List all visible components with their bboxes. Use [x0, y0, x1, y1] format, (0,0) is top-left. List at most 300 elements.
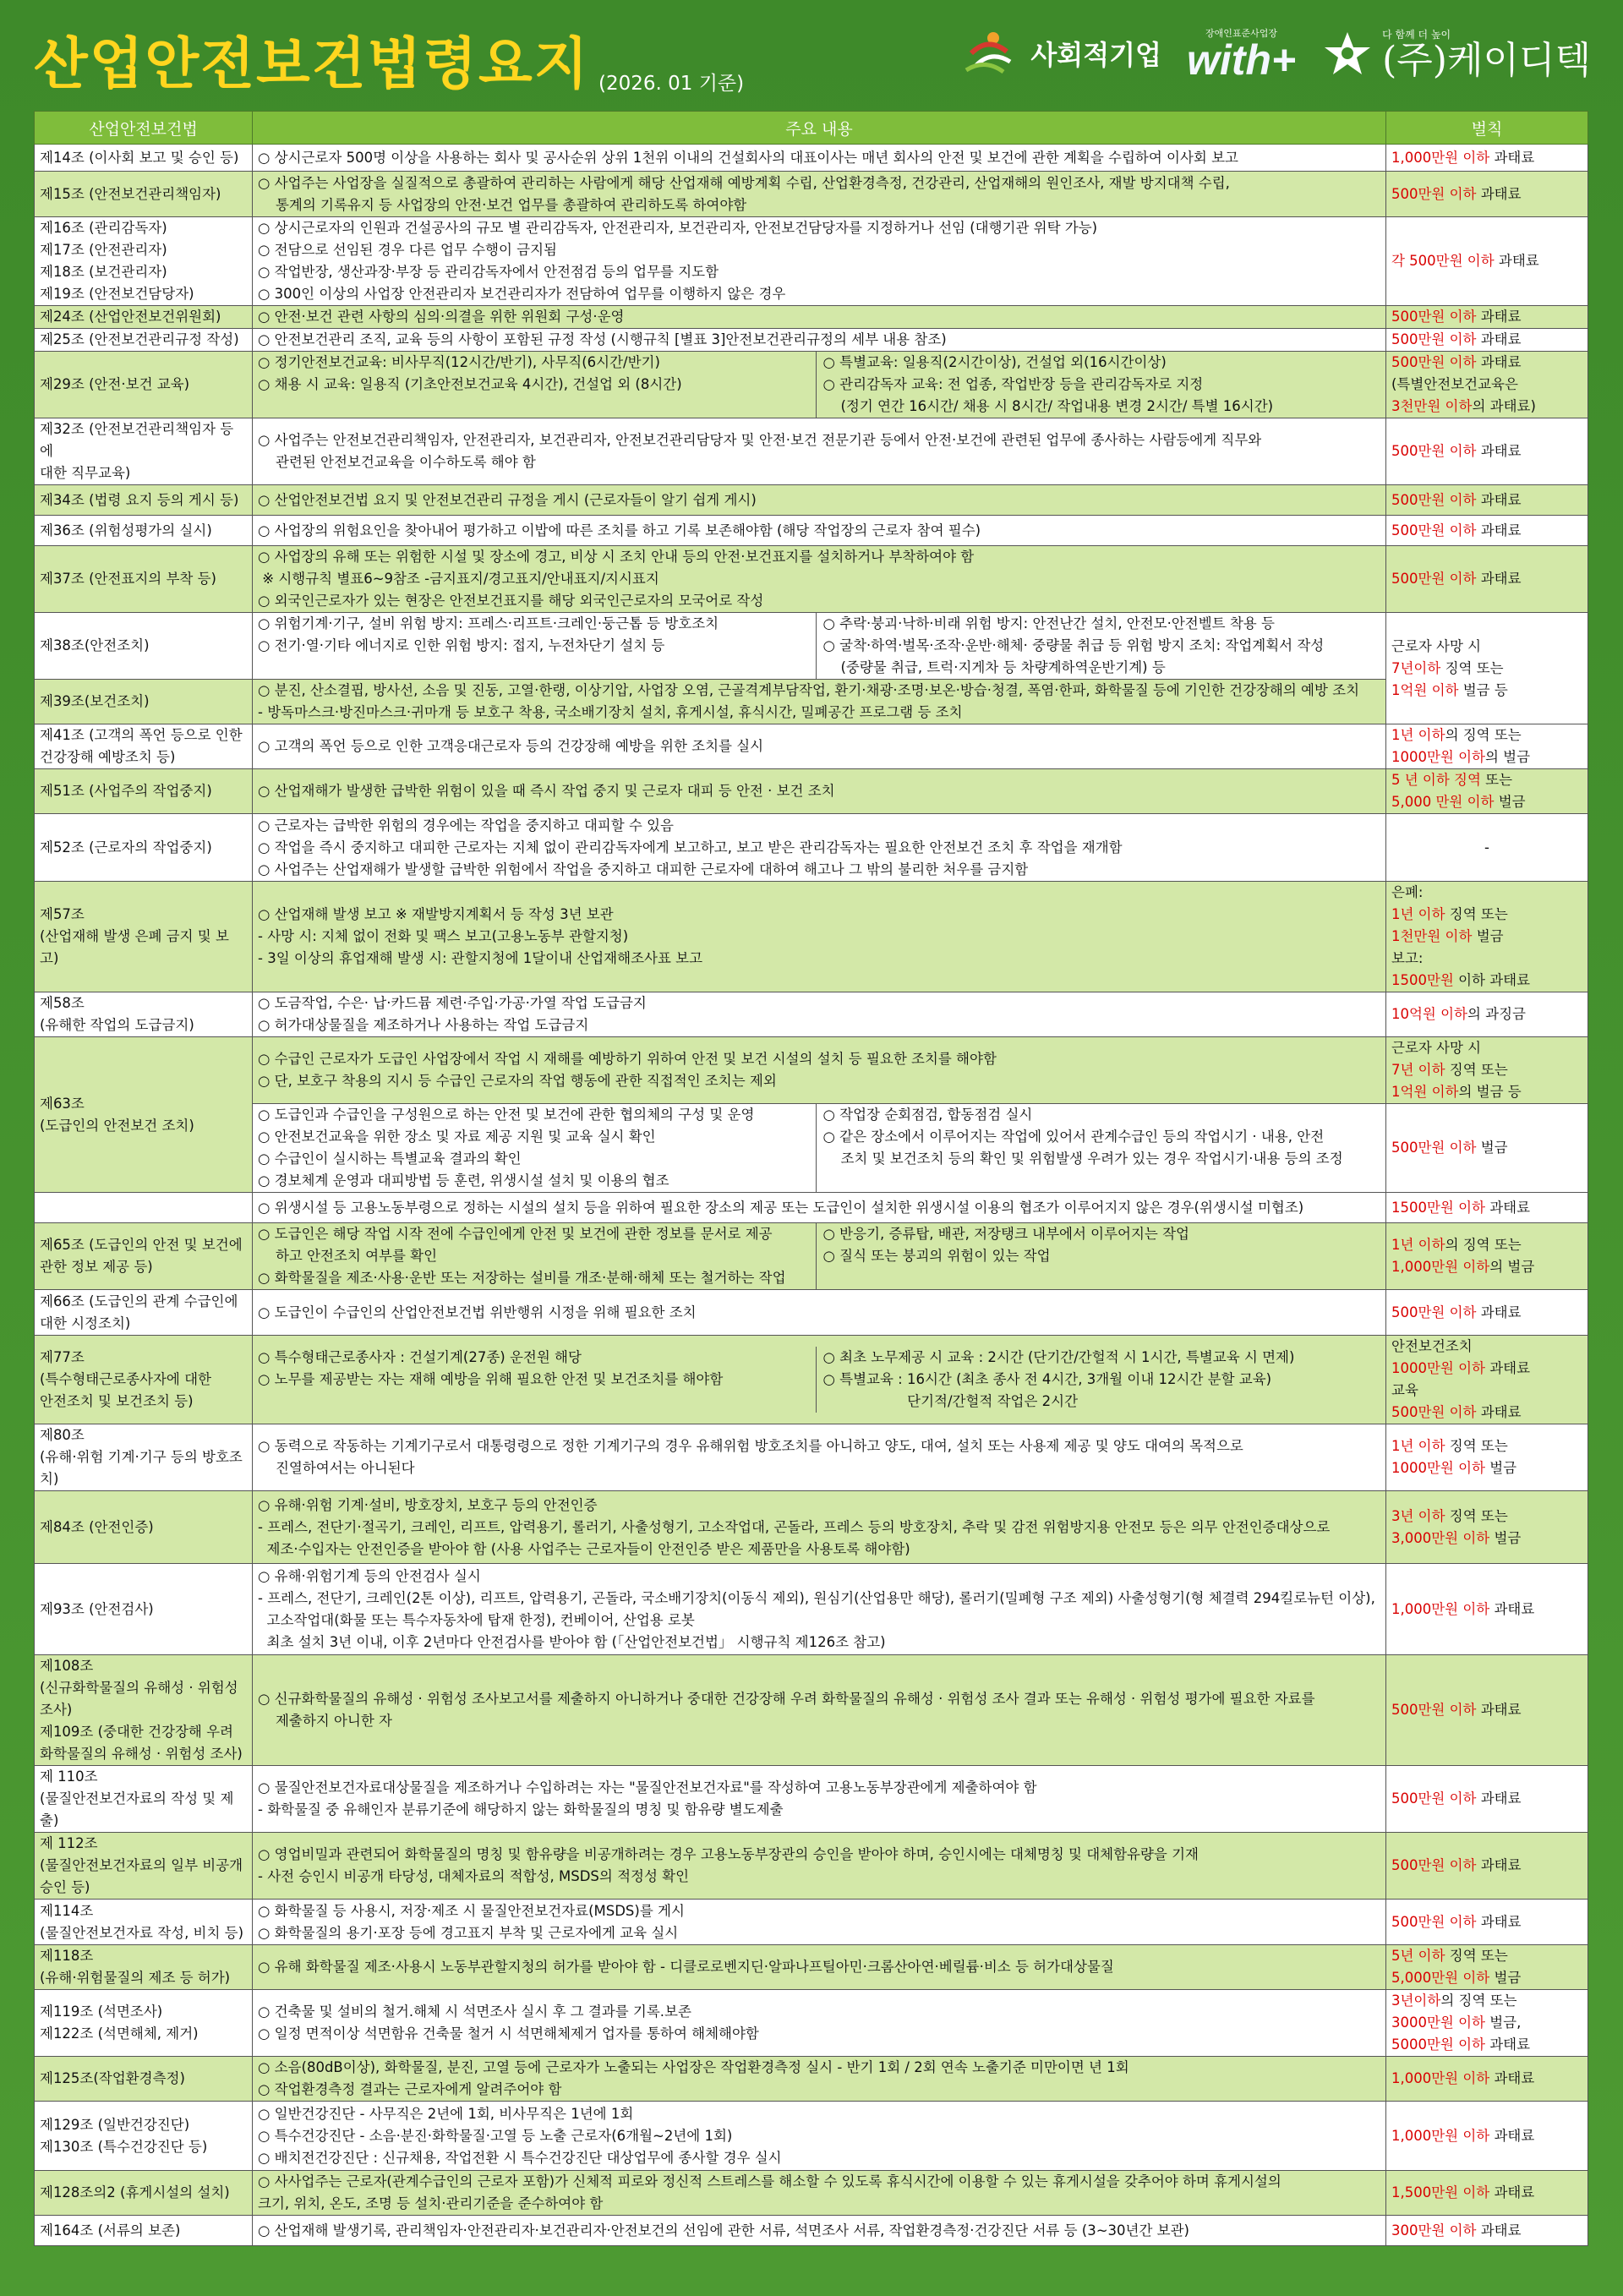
penalty-text: 의 벌금 등 — [1458, 1084, 1522, 1100]
penalty-text: 과태료 — [1485, 1199, 1531, 1216]
table-row — [35, 217, 1588, 306]
content-line: ○ 유해 화학물질 제조·사용시 노동부관할지청의 허가를 받아야 함 - 디클로로벤지딘·알파나프틸아민·크롬산아연·베릴륨·비소 등 허가대상물질 — [258, 1959, 1114, 1975]
content-line: ○ 위험기계·기구, 설비 위험 방지: 프레스·리프트·크레인·둥근톱 등 방호조치 — [258, 615, 719, 631]
law-article: 제16조 (관리감독자) 제17조 (안전관리자) 제18조 (보건관리자) 제19조 (안전보건담당자) — [35, 217, 253, 306]
content-line: ○ 같은 장소에서 이루어지는 작업에 있어서 관계수급인 등의 작업시기 · 내용, 안전 — [822, 1129, 1325, 1145]
table-row — [35, 1833, 1588, 1900]
content-cell — [253, 352, 1386, 418]
penalty-text: 과태료 — [1489, 2127, 1535, 2144]
content-line: ○ 특수형태근로종사자 : 건설기계(27종) 운전원 해당 — [258, 1349, 582, 1365]
penalty-text: 과태료 — [1476, 443, 1522, 459]
content-line: ○ 300인 이상의 사업장 안전관리자 보건관리자가 전담하여 업무를 이행하지 않은 경우 — [258, 286, 786, 302]
content-cell — [253, 724, 1386, 769]
table-row — [35, 485, 1588, 516]
law-article: 제32조 (안전보건관리책임자 등에 대한 직무교육) — [35, 418, 253, 485]
penalty-amount: 500만원 이하 — [1391, 1790, 1477, 1807]
table-row — [35, 613, 1588, 680]
table-row — [35, 769, 1588, 814]
content-line: 조치 및 보건조치 등의 확인 및 위험발생 우려가 있는 경우 작업시기·내용 등의 조정 — [822, 1151, 1343, 1167]
penalty-cell — [1386, 1336, 1588, 1424]
penalty-text: 과태료 — [1476, 1857, 1522, 1873]
penalty-text: 과태료 — [1476, 1702, 1522, 1718]
content-cell — [253, 1424, 1386, 1491]
law-article: 제36조 (위험성평가의 실시) — [35, 516, 253, 546]
penalty-amount: 300만원 이하 — [1391, 2222, 1477, 2239]
penalty-text: 과태료 — [1476, 185, 1522, 202]
penalty-text: 보고: — [1391, 950, 1424, 966]
content-line: ○ 허가대상물질을 제조하거나 사용하는 작업 도급금지 — [258, 1017, 589, 1033]
law-article: 제108조 (신규화학물질의 유해성 · 위험성 조사) 제109조 (중대한 건강장해 우려 화학물질의 유해성 · 위험성 조사) — [35, 1655, 253, 1766]
law-table — [34, 111, 1588, 2246]
penalty-text: 은폐: — [1391, 884, 1424, 900]
penalty-amount: 3년 이하 — [1391, 1507, 1445, 1524]
penalty-text: 벌금 — [1489, 1970, 1522, 1986]
content-line: - 프레스, 전단기, 크레인(2톤 이상), 리프트, 압력용기, 곤돌라, 국소배기장치(이동식 제외), 원심기(산업용만 해당), 롤러기(밀폐형 구조 제외) 사출성형기(형 체결력 294킬로뉴턴 이상), — [258, 1589, 1375, 1606]
penalty-cell — [1386, 516, 1588, 546]
content-cell — [253, 1104, 1386, 1193]
penalty-amount: 1년 이하 — [1391, 1438, 1445, 1454]
content-line: - 사전 승인시 비공개 타당성, 대체자료의 적합성, MSDS의 적정성 확인 — [258, 1868, 690, 1884]
content-left-column — [258, 613, 816, 679]
penalty-amount: 500만원 이하 — [1391, 1857, 1477, 1873]
content-line: ○ 유해·위험기계 등의 안전검사 실시 — [258, 1567, 481, 1584]
law-article: 제51조 (사업주의 작업중지) — [35, 769, 253, 814]
penalty-amount: 500만원 이하 — [1391, 1702, 1477, 1718]
content-cell — [253, 1491, 1386, 1564]
content-line: ○ 사사업주는 근로자(관계수급인의 근로자 포함)가 신체적 피로와 정신적 스트레스를 해소할 수 있도록 휴식시간에 이용할 수 있는 휴게시설을 갖추어야 하며 휴게시설의 — [258, 2173, 1281, 2189]
law-article: 제 112조 (물질안전보건자료의 일부 비공개 승인 등) — [35, 1833, 253, 1900]
penalty-text: 과태료 — [1476, 309, 1522, 325]
law-article: 제164조 (서류의 보존) — [35, 2216, 253, 2246]
content-cell — [253, 1900, 1386, 1945]
penalty-amount: 3년이하 — [1391, 1993, 1441, 2009]
content-line: ○ 관리감독자 교육: 전 업종, 작업반장 등을 관리감독자로 지정 — [822, 376, 1204, 392]
penalty-text: 징역 또는 — [1445, 1062, 1508, 1078]
table-row — [35, 329, 1588, 352]
law-article: 제29조 (안전·보건 교육) — [35, 352, 253, 418]
content-line: ○ 물질안전보건자료대상물질을 제조하거나 수입하려는 자는 "물질안전보건자료"를 작성하여 고용노동부장관에게 제출하여야 함 — [258, 1779, 1037, 1796]
penalty-cell — [1386, 992, 1588, 1037]
penalty-text: 과태료 — [1476, 1913, 1522, 1930]
content-cell — [253, 485, 1386, 516]
content-line: ○ 질식 또는 붕괴의 위험이 있는 작업 — [822, 1248, 1051, 1264]
content-line: ○ 산업재해가 발생한 급박한 위험이 있을 때 즉시 작업 중지 및 근로자 대피 등 안전 · 보건 조치 — [258, 783, 835, 799]
content-line: ○ 최초 노무제공 시 교육 : 2시간 (단기간/간헐적 시 1시간, 특별교육 시 면제) — [822, 1349, 1295, 1365]
content-line: - 사망 시: 지체 없이 전화 및 팩스 보고(고용노동부 관할지청) — [258, 928, 629, 944]
law-article: 제114조 (물질안전보건자료 작성, 비치 등) — [35, 1900, 253, 1945]
content-left-column — [258, 1104, 816, 1192]
table-row — [35, 546, 1588, 613]
penalty-cell — [1386, 1564, 1588, 1655]
content-line: ○ 채용 시 교육: 일용직 (기초안전보건교육 4시간), 건설업 외 (8시간) — [258, 376, 682, 392]
content-cell — [253, 172, 1386, 217]
penalty-amount: 10억원 이하 — [1391, 1006, 1467, 1022]
content-line: 진열하여서는 아니된다 — [258, 1460, 415, 1476]
penalty-amount: 500만원 이하 — [1391, 185, 1477, 202]
basis-date: (2026. 01 기준) — [598, 73, 745, 95]
penalty-amount: 500만원 이하 — [1391, 354, 1477, 370]
content-line: ○ 작업을 즉시 중지하고 대피한 근로자는 지체 없이 관리감독자에게 보고하고, 보고 받은 관리감독자는 필요한 안전보건 조치 후 작업을 재개함 — [258, 839, 1123, 856]
penalty-cell — [1386, 1900, 1588, 1945]
penalty-cell — [1386, 329, 1588, 352]
content-cell — [253, 992, 1386, 1037]
kd-logo — [1321, 27, 1591, 80]
content-line: ○ 화학물질의 용기·포장 등에 경고표지 부착 및 근로자에게 교육 실시 — [258, 1924, 679, 1941]
penalty-text: 의 징역 또는 — [1445, 727, 1522, 743]
content-line: - 방독마스크·방진마스크·귀마개 등 보호구 착용, 국소배기장치 설치, 휴게시설, 휴식시간, 밀폐공간 프로그램 등 조치 — [258, 704, 963, 720]
penalty-text: 징역 또는 — [1445, 1438, 1508, 1454]
content-line: ○ 작업장 순회점검, 합동점검 실시 — [822, 1107, 1033, 1123]
content-line: ○ 도급인과 수급인을 구성원으로 하는 안전 및 보건에 관한 협의체의 구성 및 운영 — [258, 1107, 755, 1123]
penalty-amount: 500만원 이하 — [1391, 571, 1477, 587]
penalty-cell — [1386, 217, 1588, 306]
law-article: 제15조 (안전보건관리책임자) — [35, 172, 253, 217]
content-line: - 3일 이상의 휴업재해 발생 시: 관할지청에 1달이내 산업재해조사표 보고 — [258, 950, 703, 966]
content-line: 관련된 안전보건교육을 이수하도록 해야 함 — [258, 454, 536, 470]
content-left-column — [258, 1223, 816, 1289]
content-line: ○ 도급인이 수급인의 산업안전보건법 위반행위 시정을 위해 필요한 조치 — [258, 1304, 697, 1320]
law-article: 제37조 (안전표지의 부착 등) — [35, 546, 253, 613]
law-article: 제25조 (안전보건관리규정 작성) — [35, 329, 253, 352]
content-line: (정기 연간 16시간/ 채용 시 8시간/ 작업내용 변경 2시간/ 특별 16시간) — [822, 398, 1274, 414]
header-law: 산업안전보건법 — [35, 112, 253, 145]
content-line: ○ 건축물 및 설비의 철거.해체 시 석면조사 실시 후 그 결과를 기록.보존 — [258, 2004, 691, 2020]
table-row — [35, 2057, 1588, 2102]
content-line: 통계의 기록유지 등 사업장의 안전·보건 업무를 총괄하여 관리하도록 하여야함 — [258, 196, 747, 213]
penalty-text: 과태료 — [1489, 2070, 1535, 2086]
content-cell — [253, 1223, 1386, 1290]
penalty-cell — [1386, 2102, 1588, 2171]
penalty-amount: 500만원 이하 — [1391, 1140, 1477, 1156]
header — [0, 0, 1623, 106]
table-row — [35, 814, 1588, 882]
table-row — [35, 1336, 1588, 1424]
penalty-text: 징역 또는 — [1445, 906, 1508, 922]
table-row — [35, 1990, 1588, 2057]
law-article: 제125조(작업환경측정) — [35, 2057, 253, 2102]
content-cell — [253, 1655, 1386, 1766]
content-line: ○ 수급인이 실시하는 특별교육 결과의 확인 — [258, 1151, 522, 1167]
table-row — [35, 1766, 1588, 1833]
content-line: 제출하지 아니한 자 — [258, 1713, 392, 1729]
content-line: ○ 전담으로 선임된 경우 다른 업무 수행이 금지됨 — [258, 242, 557, 258]
penalty-amount: 1억원 이하 — [1391, 681, 1459, 698]
penalty-text: 벌금 — [1489, 1529, 1522, 1546]
content-cell — [253, 1945, 1386, 1990]
content-line: ○ 사업장의 유해 또는 위험한 시설 및 장소에 경고, 비상 시 조치 안내 등의 안전·보건표지를 설치하거나 부착하여야 함 — [258, 549, 975, 565]
penalty-text: 징역 또는 — [1440, 659, 1504, 676]
content-cell — [253, 546, 1386, 613]
penalty-amount: 1천만원 이하 — [1391, 928, 1473, 944]
content-right-column — [816, 613, 1381, 679]
content-cell — [253, 306, 1386, 329]
penalty-cell — [1386, 145, 1588, 172]
penalty-text: 의 과태료) — [1472, 398, 1536, 414]
penalty-amount: 1년 이하 — [1391, 1237, 1445, 1253]
content-line: ○ 단, 보호구 착용의 지시 등 수급인 근로자의 작업 행동에 관한 직접적인 조치는 제외 — [258, 1073, 777, 1089]
content-cell — [253, 2102, 1386, 2171]
penalty-amount: 1000만원 이하 — [1391, 749, 1485, 765]
content-line: ○ 분진, 산소결핍, 방사선, 소음 및 진동, 고열·한랭, 이상기압, 사업장 오염, 근골격계부담작업, 환기·채광·조명·보온·방습·청결, 폭염·한파, 화학물질 등에 기인한 건강장해의 예방 조치 — [258, 682, 1360, 698]
penalty-cell — [1386, 882, 1588, 992]
content-line: ○ 수급인 근로자가 도급인 사업장에서 작업 시 재해를 예방하기 위하여 안전 및 보건 시설의 설치 등 필요한 조치를 해야함 — [258, 1051, 997, 1067]
content-line: ※ 시행규칙 별표6~9참조 -금지표지/경고표지/안내표지/지시표지 — [258, 571, 659, 587]
law-article: 제34조 (법령 요지 등의 게시 등) — [35, 485, 253, 516]
law-article: 제93조 (안전검사) — [35, 1564, 253, 1655]
penalty-text: 의 벌금 — [1489, 1259, 1535, 1275]
content-line: ○ 특별교육: 일용직(2시간이상), 건설업 외(16시간이상) — [822, 354, 1167, 370]
content-line: ○ 일정 면적이상 석면함유 건축물 철거 시 석면해체제거 업자를 통하여 해체해야함 — [258, 2025, 759, 2042]
content-cell — [253, 2171, 1386, 2216]
content-cell — [253, 680, 1386, 724]
content-line: 고소작업대(화물 또는 특수자동차에 탑재 한정), 컨베이어, 산업용 로봇 — [258, 1611, 695, 1628]
penalty-amount: 1억원 이하 — [1391, 1084, 1459, 1100]
penalty-amount: 1000만원 이하 — [1391, 1360, 1485, 1376]
content-left-column — [258, 1347, 816, 1413]
table-row — [35, 1037, 1588, 1104]
law-article: 제128조의2 (휴게시설의 설치) — [35, 2171, 253, 2216]
penalty-text: 안전보건조치 — [1391, 1338, 1473, 1354]
content-line: ○ 도금작업, 수은· 납·카드뮴 제련·주입·가공·가열 작업 도급금지 — [258, 995, 647, 1011]
penalty-cell — [1386, 814, 1588, 882]
penalty-cell — [1386, 613, 1588, 724]
law-article: 제58조 (유해한 작업의 도급금지) — [35, 992, 253, 1037]
table-row — [35, 992, 1588, 1037]
penalty-text: - — [1484, 839, 1489, 856]
table-row — [35, 145, 1588, 172]
table-row — [35, 1193, 1588, 1223]
content-line: ○ 작업반장, 생산과장·부장 등 관리감독자에서 안전점검 등의 업무를 지도함 — [258, 264, 719, 280]
penalty-amount: 3천만원 이하 — [1391, 398, 1473, 414]
table-row — [35, 1290, 1588, 1336]
penalty-text: 의 과징금 — [1467, 1006, 1527, 1022]
penalty-text: 과태료 — [1476, 1304, 1522, 1320]
penalty-text: (특별안전보건교육은 — [1391, 376, 1518, 392]
table-row — [35, 418, 1588, 485]
penalty-cell — [1386, 1104, 1588, 1193]
penalty-text: 벌금 — [1494, 794, 1526, 810]
law-article: 제14조 (이사회 보고 및 승인 등) — [35, 145, 253, 172]
table-row — [35, 2102, 1588, 2171]
content-cell — [253, 1290, 1386, 1336]
content-line: ○ 화학물질 등 사용시, 저장·제조 시 물질안전보건자료(MSDS)를 게시 — [258, 1902, 685, 1919]
penalty-text: 벌금 — [1472, 928, 1504, 944]
penalty-cell — [1386, 1424, 1588, 1491]
penalty-amount: 각 500만원 이하 — [1391, 253, 1495, 269]
penalty-text: 징역 또는 — [1445, 1507, 1508, 1524]
content-line: ○ 산업재해 발생 보고 ※ 재발방지계획서 등 작성 3년 보관 — [258, 906, 614, 922]
content-line: ○ 정기안전보건교육: 비사무직(12시간/반기), 사무직(6시간/반기) — [258, 354, 660, 370]
penalty-amount: 3,000만원 이하 — [1391, 1529, 1490, 1546]
content-line: ○ 경보체계 운영과 대피방법 등 훈련, 위생시설 설치 및 이용의 협조 — [258, 1173, 669, 1189]
penalty-amount: 500만원 이하 — [1391, 522, 1477, 538]
penalty-cell — [1386, 2171, 1588, 2216]
kd-name: (주)케이디텍 — [1382, 38, 1591, 82]
content-cell — [253, 1833, 1386, 1900]
content-cell — [253, 329, 1386, 352]
penalty-amount: 1,000만원 이하 — [1391, 149, 1490, 166]
content-cell — [253, 1193, 1386, 1223]
penalty-amount: 500만원 이하 — [1391, 1404, 1477, 1420]
penalty-amount: 1,000만원 이하 — [1391, 2127, 1490, 2144]
table-row — [35, 1223, 1588, 1290]
law-article: 제63조 (도급인의 안전보건 조치) — [35, 1037, 253, 1193]
penalty-cell — [1386, 2216, 1588, 2246]
law-article: 제84조 (안전인증) — [35, 1491, 253, 1564]
penalty-cell — [1386, 352, 1588, 418]
table-row — [35, 2171, 1588, 2216]
content-line: ○ 일반건강진단 - 사무직은 2년에 1회, 비사무직은 1년에 1회 — [258, 2105, 634, 2122]
law-article: 제57조 (산업재해 발생 은폐 금지 및 보고) — [35, 882, 253, 992]
penalty-text: 벌금 등 — [1458, 681, 1508, 698]
penalty-text: 의 징역 또는 — [1445, 1237, 1522, 1253]
penalty-text: 과태료 — [1476, 354, 1522, 370]
penalty-amount: 5,000 만원 이하 — [1391, 794, 1495, 810]
penalty-cell — [1386, 1766, 1588, 1833]
law-article: 제80조 (유해·위험 기계·기구 등의 방호조치) — [35, 1424, 253, 1491]
content-line: ○ 안전보건관리 조직, 교육 등의 사항이 포함된 규정 작성 (시행규칙 [별표 3]안전보건관리규정의 세부 내용 참조) — [258, 331, 947, 347]
penalty-amount: 500만원 이하 — [1391, 443, 1477, 459]
table-row — [35, 1945, 1588, 1990]
content-line: 최초 설치 3년 이내, 이후 2년마다 안전검사를 받아야 함 (「산업안전보건법」 시행규칙 제126조 참고) — [258, 1633, 886, 1650]
penalty-cell — [1386, 1833, 1588, 1900]
penalty-text: 과태료 — [1476, 522, 1522, 538]
law-article: 제129조 (일반건강진단) 제130조 (특수건강진단 등) — [35, 2102, 253, 2171]
penalty-amount: 1,000만원 이하 — [1391, 2070, 1490, 2086]
content-line: ○ 특수건강진단 - 소음·분진·화학물질·고열 등 노출 근로자(6개월~2년에 1회) — [258, 2127, 733, 2144]
content-line: ○ 사업주는 산업재해가 발생할 급박한 위험에서 작업을 중지하고 대피한 근로자에 대하여 해고나 그 밖의 불리한 처우를 금지함 — [258, 861, 1029, 877]
law-article: 제118조 (유해·위험물질의 제조 등 허가) — [35, 1945, 253, 1990]
with-plus-caption: 장애인표준사업장 — [1205, 28, 1278, 39]
penalty-text: 의 벌금 — [1485, 749, 1531, 765]
content-line: ○ 안전보건교육을 위한 장소 및 자료 제공 지원 및 교육 실시 확인 — [258, 1129, 656, 1145]
penalty-cell — [1386, 1193, 1588, 1223]
content-line: ○ 신규화학물질의 유해성 · 위험성 조사보고서를 제출하지 아니하거나 중대한 건강장해 우려 화학물질의 유해성 · 위험성 조사 결과 또는 유해성 · 위험성 평가에 필요한 자료를 — [258, 1691, 1315, 1707]
penalty-text: 의 징역 또는 — [1440, 1993, 1517, 2009]
content-line: ○ 위생시설 등 고용노동부령으로 정하는 시설의 설치 등을 위하여 필요한 장소의 제공 또는 도급인이 설치한 위생시설 이용의 협조가 이루어지지 않은 경우(위생시설 미협조) — [258, 1199, 1304, 1216]
content-line: ○ 외국인근로자가 있는 현장은 안전보건표지를 해당 외국인근로자의 모국어로 작성 — [258, 593, 764, 609]
penalty-amount: 1,000만원 이하 — [1391, 1600, 1490, 1617]
content-cell — [253, 2057, 1386, 2102]
table-row — [35, 1655, 1588, 1766]
penalty-cell — [1386, 2057, 1588, 2102]
penalty-text: 과태료 — [1489, 1600, 1535, 1617]
table-row — [35, 882, 1588, 992]
law-article: 제52조 (근로자의 작업중지) — [35, 814, 253, 882]
penalty-cell — [1386, 1037, 1588, 1104]
penalty-text: 과태료 — [1489, 2184, 1535, 2200]
table-row — [35, 1491, 1588, 1564]
with-plus-logo — [1186, 26, 1297, 84]
penalty-text: 과태료 — [1476, 1404, 1522, 1420]
table-row — [35, 306, 1588, 329]
content-line: ○ 동력으로 작동하는 기계기구로서 대통령령으로 정한 기계기구의 경우 유해위험 방호조치를 아니하고 양도, 대여, 설치 또는 사용제 제공 및 양도 대여의 목적으로 — [258, 1438, 1243, 1454]
content-line: ○ 안전·보건 관련 사항의 심의·의결을 위한 위원회 구성·운영 — [258, 309, 625, 325]
penalty-text: 과태료 — [1476, 491, 1522, 508]
penalty-text: 과태료 — [1494, 253, 1539, 269]
penalty-cell — [1386, 1990, 1588, 2057]
social-enterprise-logo — [954, 28, 1161, 79]
content-cell — [253, 1336, 1386, 1424]
content-line: - 프레스, 전단기·절곡기, 크레인, 리프트, 압력용기, 롤러기, 사출성형기, 고소작업대, 곤돌라, 프레스 등의 방호장치, 추락 및 감전 위험방지용 안전모 등은 의무 안전인증대상으로 — [258, 1518, 1331, 1535]
content-cell — [253, 145, 1386, 172]
penalty-text: 교육 — [1391, 1382, 1418, 1398]
law-article: 제41조 (고객의 폭언 등으로 인한 건강장해 예방조치 등) — [35, 724, 253, 769]
penalty-amount: 7년이하 — [1391, 659, 1441, 676]
with-plus-text: with+ — [1186, 36, 1297, 84]
content-line: ○ 도급인은 해당 작업 시작 전에 수급인에게 안전 및 보건에 관한 정보를 문서로 제공 — [258, 1226, 773, 1242]
law-article: 제 110조 (물질안전보건자료의 작성 및 제출) — [35, 1766, 253, 1833]
table-row — [35, 1564, 1588, 1655]
content-line: ○ 굴착·하역·벌목·조작·운반·해체· 중량물 취급 등 위험 방지 조치: 작업계획서 작성 — [822, 637, 1325, 653]
penalty-cell — [1386, 546, 1588, 613]
content-cell — [253, 613, 1386, 680]
penalty-cell — [1386, 1945, 1588, 1990]
penalty-amount: 500만원 이하 — [1391, 309, 1477, 325]
table-row — [35, 724, 1588, 769]
content-line: ○ 유해·위험 기계·설비, 방호장치, 보호구 등의 안전인증 — [258, 1496, 598, 1513]
content-cell — [253, 217, 1386, 306]
penalty-text: 이하 과태료 — [1453, 972, 1531, 988]
penalty-amount: 1년 이하 — [1391, 727, 1445, 743]
content-line: ○ 사업주는 사업장을 실질적으로 총괄하여 관리하는 사람에게 해당 산업재해 예방계획 수립, 산업환경측정, 건강관리, 산업재해의 원인조사, 재발 방지대책 수립, — [258, 174, 1230, 191]
penalty-cell — [1386, 306, 1588, 329]
content-line: ○ 배치전건강진단 : 신규채용, 작업전환 시 특수건강진단 대상업무에 종사할 경우 실시 — [258, 2149, 782, 2166]
table-row — [35, 2216, 1588, 2246]
penalty-text: 과태료 — [1476, 2222, 1522, 2239]
table-row — [35, 1900, 1588, 1945]
law-article — [35, 1193, 253, 1223]
penalty-cell — [1386, 769, 1588, 814]
content-line: ○ 영업비밀과 관련되어 화학물질의 명칭 및 함유량을 비공개하려는 경우 고용노동부장관의 승인을 받아야 하며, 승인시에는 대체명칭 및 대체함유량을 기재 — [258, 1846, 1199, 1862]
penalty-amount: 1500만원 — [1391, 972, 1454, 988]
content-cell — [253, 814, 1386, 882]
law-article: 제66조 (도급인의 관계 수급인에 대한 시정조치) — [35, 1290, 253, 1336]
header-penalty: 벌칙 — [1386, 112, 1588, 145]
law-article: 제38조(안전조치) — [35, 613, 253, 680]
penalty-amount: 7년 이하 — [1391, 1062, 1445, 1078]
penalty-cell — [1386, 485, 1588, 516]
content-right-column — [816, 1347, 1381, 1413]
content-right-column — [816, 352, 1381, 418]
law-article: 제65조 (도급인의 안전 및 보건에 관한 정보 제공 등) — [35, 1223, 253, 1290]
penalty-amount: 5 년 이하 징역 — [1391, 772, 1481, 788]
content-right-column — [816, 1223, 1381, 1289]
penalty-amount: 1,500만원 이하 — [1391, 2184, 1490, 2200]
penalty-amount: 500만원 이하 — [1391, 1304, 1477, 1320]
page-title: 산업안전보건법령요지 — [34, 31, 590, 96]
social-enterprise-text: 사회적기업 — [1030, 39, 1161, 71]
penalty-amount: 1500만원 이하 — [1391, 1199, 1485, 1216]
penalty-amount: 5,000만원 이하 — [1391, 1970, 1490, 1986]
social-enterprise-icon — [954, 28, 1022, 79]
content-line: ○ 특별교육 : 16시간 (최초 종사 전 4시간, 3개월 이내 12시간 분할 교육) — [822, 1371, 1272, 1387]
content-line: ○ 사업주는 안전보건관리책임자, 안전관리자, 보건관리자, 안전보건관리담당자 및 안전·보건 전문기관 등에서 안전·보건에 관련된 업무에 종사하는 사람등에게 직무와 — [258, 432, 1262, 448]
penalty-amount: 500만원 이하 — [1391, 1913, 1477, 1930]
content-cell — [253, 1766, 1386, 1833]
table-row — [35, 680, 1588, 724]
penalty-text: 과태료 — [1476, 331, 1522, 347]
penalty-text: 과태료 — [1476, 571, 1522, 587]
content-cell — [253, 769, 1386, 814]
content-line: ○ 노무를 제공받는 자는 재해 예방을 위해 필요한 안전 및 보건조치를 해야함 — [258, 1371, 724, 1387]
penalty-amount: 500만원 이하 — [1391, 331, 1477, 347]
content-cell — [253, 516, 1386, 546]
penalty-text: 근로자 사망 시 — [1391, 637, 1482, 654]
penalty-amount: 5년 이하 — [1391, 1948, 1445, 1964]
table-row — [35, 172, 1588, 217]
penalty-cell — [1386, 724, 1588, 769]
